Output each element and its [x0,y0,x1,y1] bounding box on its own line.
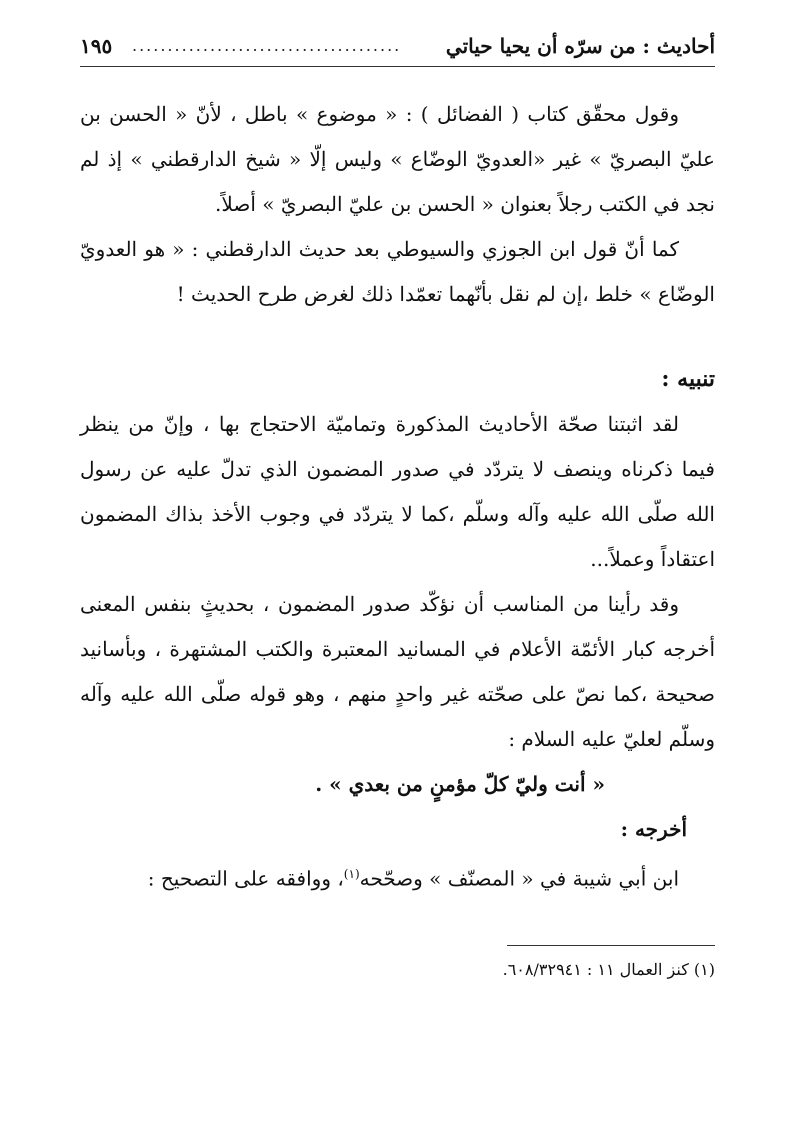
paragraph-1: وقول محقّق كتاب ( الفضائل ) : « موضوع » باطل ، لأنّ « الحسن بن عليّ البصريّ » غير «العدويّ الوضّاع » وليس إلّا « شيخ الدارقطني » إذ لم نجد في الكتب رجلاً بعنوان « الحسن بن عليّ البصريّ » أصلاً. [80,102,715,216]
paragraph-5-text: ابن أبي شيبة في « المصنّف » وصحّحه [359,866,679,891]
header-rule [80,66,715,67]
header-title: أحاديث : من سرّه أن يحيا حياتي [445,34,715,58]
running-header [80,28,715,68]
hadith-quote: « أنت وليّ كلّ مؤمنٍ من بعدي » . [315,772,605,796]
footnote: (١) كنز العمال ١١ : ٦٠٨/٣٢٩٤١. [502,960,715,979]
section-gap [80,317,715,357]
paragraph-3: لقد اثبتنا صحّة الأحاديث المذكورة وتماميّة الاحتجاج بها ، وإنّ من ينظر فيما ذكرناه وينصف لا يتردّد في صدور المضمون الذي تدلّ عليه عن رسول الله صلّى الله عليه وآله وسلّم ،كما لا يتردّد في وجوب الأخذ بذاك المضمون اعتقاداً وعملاً... [80,412,715,571]
page-number: ١٩٥ [80,34,113,58]
paragraph-5 [80,852,715,902]
body-text [80,92,715,902]
sub-heading: أخرجه : [620,817,687,841]
paragraph-2: كما أنّ قول ابن الجوزي والسيوطي بعد حديث الدارقطني : « هو العدويّ الوضّاع » خلط ،إن لم نقل بأنّهما تعمّدا ذلك لغرض طرح الحديث ! [80,237,715,306]
paragraph-5-tail: ، ووافقه على التصحيح : [147,866,344,891]
paragraph-4: وقد رأينا من المناسب أن نؤكّد صدور المضمون ، بحديثٍ بنفس المعنى أخرجه كبار الأئمّة الأعلام في المسانيد المعتبرة والكتب المشتهرة ، وبأسانيد صحيحة ،كما نصّ على صحّته غير واحدٍ منهم ، وهو قوله صلّى الله عليه وآله وسلّم لعليّ عليه السلام : [80,592,715,751]
footnote-rule [507,945,715,946]
section-heading: تنبيه : [661,366,715,392]
footnote-marker: (١) [343,867,360,881]
header-leader-dots: ...................................... [132,36,402,55]
